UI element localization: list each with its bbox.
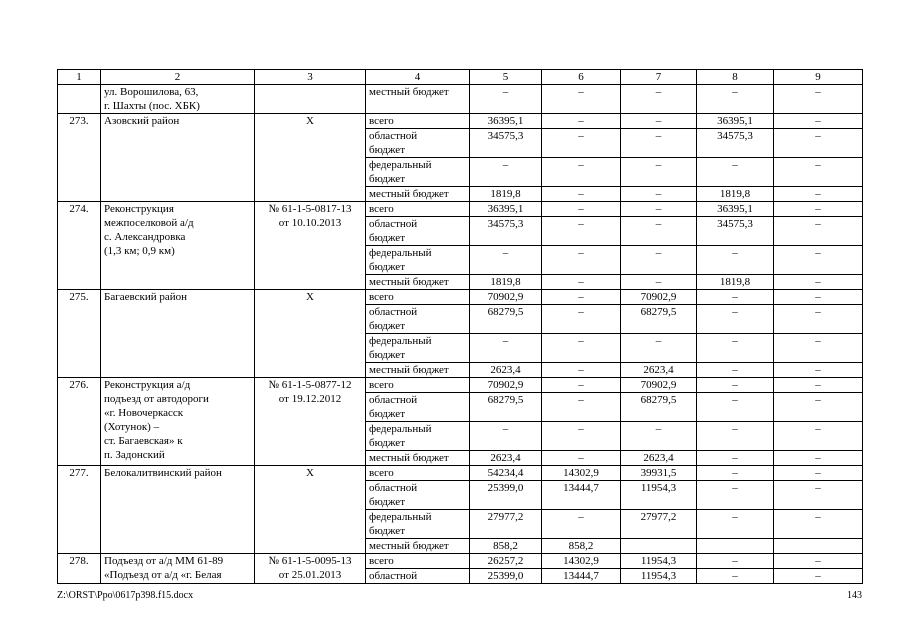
value-col-5: 1819,8 — [470, 275, 542, 290]
value-col-5: 70902,9 — [470, 290, 542, 305]
value-col-9: – — [774, 217, 863, 246]
value-col-6: – — [542, 510, 621, 539]
value-col-8: 36395,1 — [697, 202, 774, 217]
value-col-9: – — [774, 158, 863, 187]
object-name: ул. Ворошилова, 63, г. Шахты (пос. ХБК) — [101, 85, 255, 114]
value-col-8: – — [697, 290, 774, 305]
budget-type: всего — [366, 466, 470, 481]
table-row — [58, 85, 863, 114]
value-col-5: 858,2 — [470, 539, 542, 554]
value-col-7: – — [621, 85, 697, 114]
value-col-5: 68279,5 — [470, 393, 542, 422]
page-number: 143 — [847, 590, 862, 601]
value-col-7: – — [621, 334, 697, 363]
budget-type: областной бюджет — [366, 129, 470, 158]
value-col-5: – — [470, 334, 542, 363]
value-col-8: – — [697, 158, 774, 187]
value-col-5: 2623,4 — [470, 363, 542, 378]
file-path: Z:\ORST\Ppo\0617p398.f15.docx — [57, 590, 194, 601]
column-header-1: 1 — [58, 70, 101, 85]
document-code: Х — [255, 290, 366, 378]
value-col-5: – — [470, 422, 542, 451]
value-col-8: – — [697, 246, 774, 275]
budget-type: местный бюджет — [366, 275, 470, 290]
object-name: Реконструкция а/д подъезд от автодороги «г. Новочеркасск (Хотунок) – ст. Багаевская» к п. Задонский — [101, 378, 255, 466]
value-col-9: – — [774, 510, 863, 539]
budget-type: всего — [366, 114, 470, 129]
value-col-8: – — [697, 422, 774, 451]
value-col-6: – — [542, 158, 621, 187]
budget-table — [57, 69, 863, 584]
budget-type: местный бюджет — [366, 85, 470, 114]
column-header-8: 8 — [697, 70, 774, 85]
value-col-7: 27977,2 — [621, 510, 697, 539]
value-col-7: – — [621, 275, 697, 290]
value-col-8: – — [697, 569, 774, 584]
value-col-7: – — [621, 158, 697, 187]
value-col-5: 25399,0 — [470, 481, 542, 510]
value-col-6: – — [542, 305, 621, 334]
table-body — [58, 85, 863, 584]
value-col-6: – — [542, 202, 621, 217]
value-col-8: – — [697, 554, 774, 569]
row-number — [58, 85, 101, 114]
value-col-5: 34575,3 — [470, 129, 542, 158]
value-col-8: – — [697, 510, 774, 539]
column-header-3: 3 — [255, 70, 366, 85]
value-col-9: – — [774, 246, 863, 275]
value-col-9: – — [774, 363, 863, 378]
value-col-7: 39931,5 — [621, 466, 697, 481]
budget-type: областной — [366, 569, 470, 584]
value-col-5: 2623,4 — [470, 451, 542, 466]
value-col-9: – — [774, 187, 863, 202]
value-col-8: – — [697, 481, 774, 510]
value-col-5: 1819,8 — [470, 187, 542, 202]
value-col-7: – — [621, 246, 697, 275]
document-page — [57, 69, 862, 584]
budget-type: областной бюджет — [366, 393, 470, 422]
value-col-6: – — [542, 187, 621, 202]
value-col-9: – — [774, 422, 863, 451]
value-col-8: – — [697, 305, 774, 334]
value-col-7: 68279,5 — [621, 393, 697, 422]
value-col-5: 68279,5 — [470, 305, 542, 334]
value-col-5: 36395,1 — [470, 114, 542, 129]
column-header-4: 4 — [366, 70, 470, 85]
value-col-8: 1819,8 — [697, 275, 774, 290]
budget-type: областной бюджет — [366, 305, 470, 334]
table-row — [58, 554, 863, 569]
value-col-9: – — [774, 554, 863, 569]
object-name: Багаевский район — [101, 290, 255, 378]
value-col-9: – — [774, 129, 863, 158]
value-col-8 — [697, 539, 774, 554]
value-col-7: 68279,5 — [621, 305, 697, 334]
budget-type: федеральный бюджет — [366, 510, 470, 539]
budget-type: федеральный бюджет — [366, 334, 470, 363]
value-col-5: 34575,3 — [470, 217, 542, 246]
table-row — [58, 466, 863, 481]
row-number: 273. — [58, 114, 101, 202]
value-col-9: – — [774, 305, 863, 334]
value-col-9: – — [774, 451, 863, 466]
value-col-6: – — [542, 290, 621, 305]
budget-type: всего — [366, 378, 470, 393]
budget-type: местный бюджет — [366, 451, 470, 466]
value-col-8: 34575,3 — [697, 217, 774, 246]
value-col-8: – — [697, 85, 774, 114]
table-row — [58, 202, 863, 217]
value-col-9: – — [774, 393, 863, 422]
value-col-7: – — [621, 422, 697, 451]
value-col-9: – — [774, 202, 863, 217]
value-col-7: – — [621, 129, 697, 158]
value-col-6: – — [542, 275, 621, 290]
value-col-8: – — [697, 378, 774, 393]
value-col-5: 70902,9 — [470, 378, 542, 393]
object-name: Белокалитвинский район — [101, 466, 255, 554]
budget-type: федеральный бюджет — [366, 246, 470, 275]
object-name: Реконструкция межпоселковой а/д с. Александровка (1,3 км; 0,9 км) — [101, 202, 255, 290]
budget-type: областной бюджет — [366, 481, 470, 510]
value-col-5: – — [470, 158, 542, 187]
row-number: 276. — [58, 378, 101, 466]
table-row — [58, 290, 863, 305]
row-number: 274. — [58, 202, 101, 290]
column-header-7: 7 — [621, 70, 697, 85]
document-code — [255, 85, 366, 114]
value-col-9: – — [774, 114, 863, 129]
value-col-7: – — [621, 187, 697, 202]
document-code: № 61-1-5-0817-13 от 10.10.2013 — [255, 202, 366, 290]
object-name: Азовский район — [101, 114, 255, 202]
value-col-6: – — [542, 129, 621, 158]
value-col-7: 70902,9 — [621, 378, 697, 393]
budget-type: всего — [366, 202, 470, 217]
value-col-8: – — [697, 451, 774, 466]
value-col-7: 2623,4 — [621, 451, 697, 466]
document-code: № 61-1-5-0877-12 от 19.12.2012 — [255, 378, 366, 466]
value-col-9 — [774, 539, 863, 554]
budget-type: всего — [366, 554, 470, 569]
value-col-6: 858,2 — [542, 539, 621, 554]
value-col-7: 70902,9 — [621, 290, 697, 305]
value-col-8: 36395,1 — [697, 114, 774, 129]
value-col-9: – — [774, 290, 863, 305]
value-col-7: 11954,3 — [621, 481, 697, 510]
value-col-9: – — [774, 466, 863, 481]
value-col-7: 2623,4 — [621, 363, 697, 378]
row-number: 277. — [58, 466, 101, 554]
header-row — [58, 70, 863, 85]
value-col-6: 14302,9 — [542, 554, 621, 569]
value-col-9: – — [774, 569, 863, 584]
value-col-9: – — [774, 275, 863, 290]
value-col-7 — [621, 539, 697, 554]
row-number: 278. — [58, 554, 101, 584]
value-col-7: – — [621, 217, 697, 246]
value-col-5: 27977,2 — [470, 510, 542, 539]
value-col-6: – — [542, 422, 621, 451]
column-header-9: 9 — [774, 70, 863, 85]
value-col-8: 34575,3 — [697, 129, 774, 158]
value-col-7: – — [621, 202, 697, 217]
column-header-6: 6 — [542, 70, 621, 85]
value-col-6: 13444,7 — [542, 569, 621, 584]
value-col-9: – — [774, 481, 863, 510]
object-name: Подъезд от а/д ММ 61-89 «Подъезд от а/д «г. Белая — [101, 554, 255, 584]
value-col-6: – — [542, 393, 621, 422]
budget-type: местный бюджет — [366, 539, 470, 554]
value-col-6: – — [542, 85, 621, 114]
value-col-5: 25399,0 — [470, 569, 542, 584]
value-col-8: – — [697, 334, 774, 363]
value-col-6: – — [542, 334, 621, 363]
value-col-6: – — [542, 451, 621, 466]
value-col-6: 13444,7 — [542, 481, 621, 510]
column-header-2: 2 — [101, 70, 255, 85]
value-col-7: 11954,3 — [621, 554, 697, 569]
value-col-6: – — [542, 363, 621, 378]
value-col-7: 11954,3 — [621, 569, 697, 584]
document-code: № 61-1-5-0095-13 от 25.01.2013 — [255, 554, 366, 584]
budget-type: федеральный бюджет — [366, 158, 470, 187]
document-code: Х — [255, 114, 366, 202]
value-col-6: – — [542, 114, 621, 129]
value-col-6: – — [542, 378, 621, 393]
budget-type: федеральный бюджет — [366, 422, 470, 451]
budget-type: местный бюджет — [366, 363, 470, 378]
column-header-5: 5 — [470, 70, 542, 85]
value-col-9: – — [774, 334, 863, 363]
table-row — [58, 114, 863, 129]
table-row — [58, 378, 863, 393]
row-number: 275. — [58, 290, 101, 378]
value-col-7: – — [621, 114, 697, 129]
document-code: Х — [255, 466, 366, 554]
value-col-9: – — [774, 378, 863, 393]
value-col-5: 36395,1 — [470, 202, 542, 217]
value-col-9: – — [774, 85, 863, 114]
value-col-5: – — [470, 246, 542, 275]
value-col-6: – — [542, 217, 621, 246]
value-col-8: 1819,8 — [697, 187, 774, 202]
value-col-5: 26257,2 — [470, 554, 542, 569]
budget-type: областной бюджет — [366, 217, 470, 246]
value-col-8: – — [697, 393, 774, 422]
value-col-6: – — [542, 246, 621, 275]
value-col-5: 54234,4 — [470, 466, 542, 481]
budget-type: всего — [366, 290, 470, 305]
value-col-8: – — [697, 466, 774, 481]
budget-type: местный бюджет — [366, 187, 470, 202]
value-col-5: – — [470, 85, 542, 114]
value-col-8: – — [697, 363, 774, 378]
value-col-6: 14302,9 — [542, 466, 621, 481]
